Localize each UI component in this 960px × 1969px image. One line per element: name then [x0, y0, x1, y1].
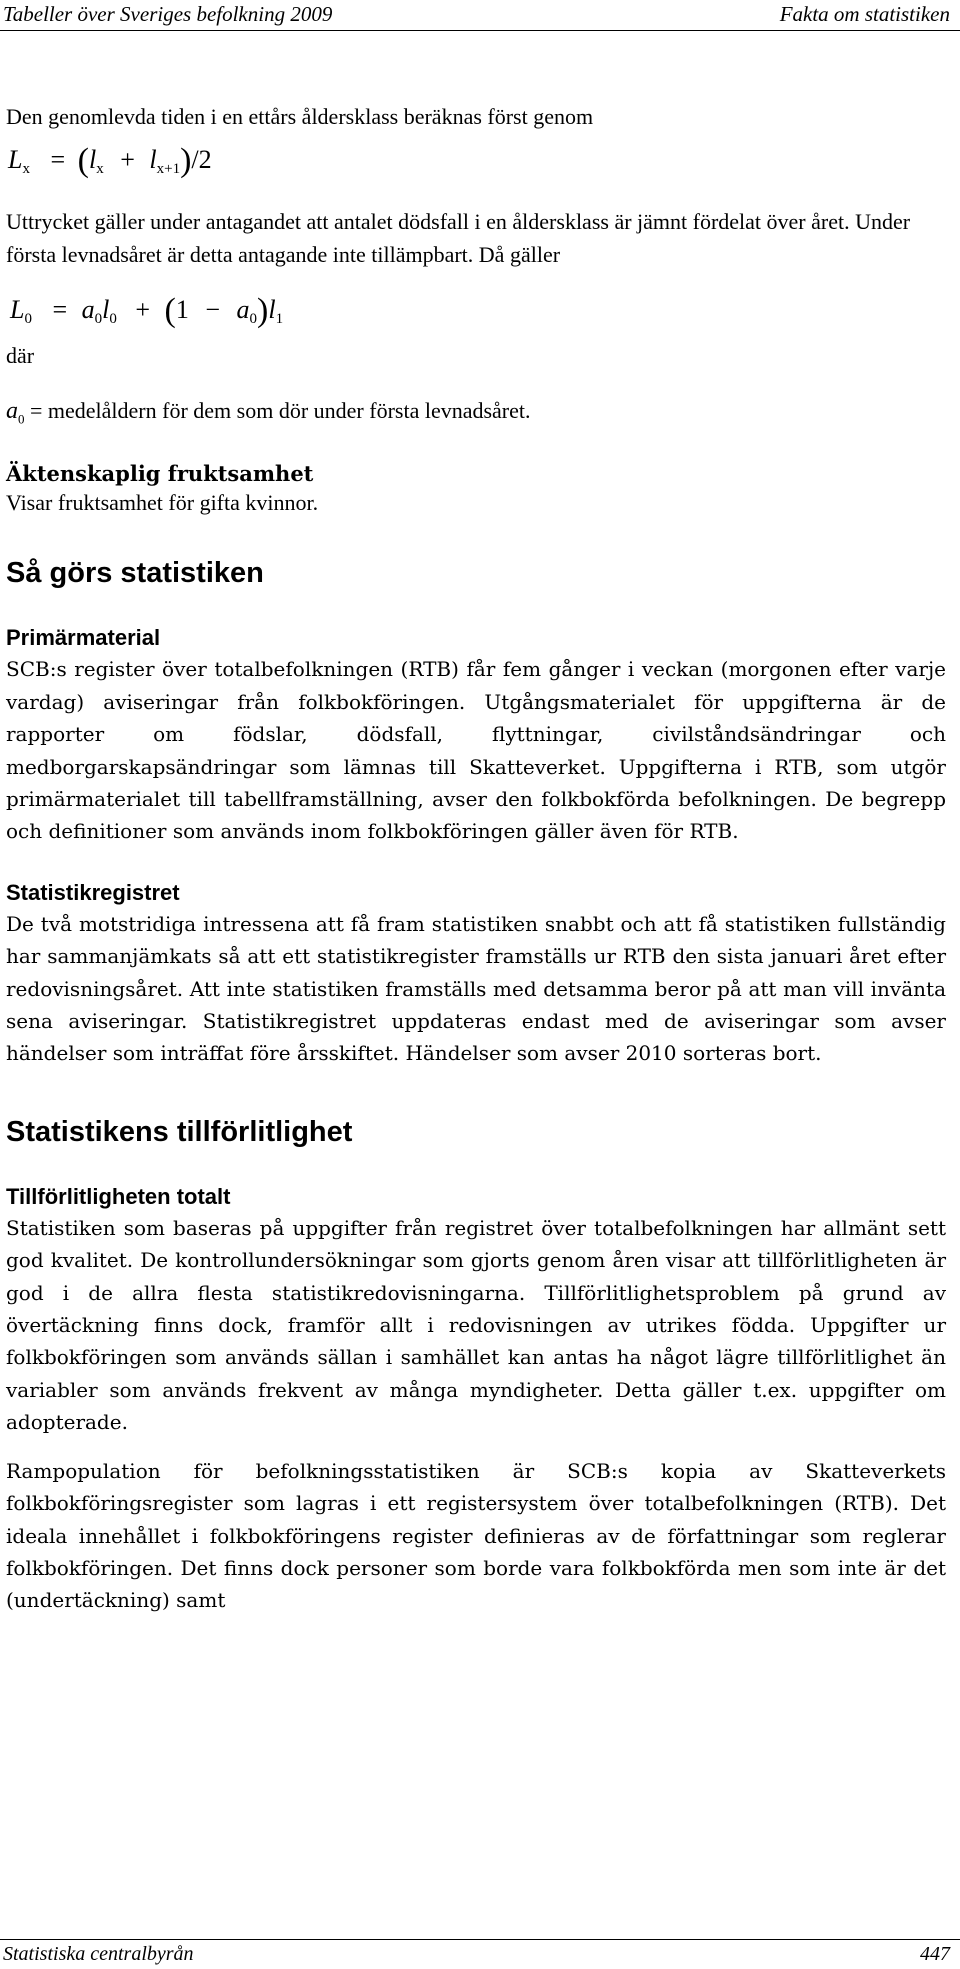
dar-label: där: [6, 343, 35, 368]
formula-l0-sub0: 0: [24, 311, 32, 327]
formula-lx-div: /2: [191, 145, 212, 174]
formula-l0-lparen: (: [164, 292, 176, 329]
formula-lx-l2: l: [149, 145, 157, 174]
formula-l0-L: L: [10, 295, 25, 324]
header-rule: [0, 30, 960, 31]
a0-sub: 0: [18, 411, 25, 427]
formula-l0-rparen: ): [257, 292, 269, 329]
primary-material-heading: Primärmaterial: [6, 625, 161, 651]
running-footer: [0, 1935, 960, 1969]
formula-lx-eq: =: [50, 145, 66, 174]
page-number: 447: [920, 1943, 950, 1965]
header-publication-title: Tabeller över Sveriges befolkning 2009: [3, 2, 333, 26]
formula-lx-sub-x1: x+1: [156, 161, 181, 177]
formula-l0-one: 1: [175, 295, 189, 324]
formula-l0-a2: a: [236, 295, 250, 324]
formula-lx: [6, 137, 946, 185]
a0-symbol: a: [6, 398, 18, 424]
formula-l0-l-sub: 0: [109, 311, 117, 327]
formula-lx-lparen: (: [77, 142, 89, 179]
total-reliability-text: Statistiken som baseras på uppgifter från registret över totalbefolkningen har allmänt sett god kvalitet. De kontrollundersökningar som gjorts genom åren visar att tillförlitligheten är god i de allra flesta statistikredovisningarna. Tillförlitlighetsproblem på grund av övertäckning finns dock, framför allt i redovisningen av utrikes födda. Uppgifter ur folkbokföringen som används sällan i samhället kan antas ha något lägre tillförlitlighet än variabler som används frekvent av många myndigheter. Detta gäller t.ex. uppgifter om adopterade.: [6, 1215, 946, 1435]
formula-l0-l1-sub: 1: [275, 311, 284, 327]
formula-lx-plus: +: [120, 145, 135, 174]
formula-l0-a: a: [81, 295, 95, 324]
reliability-heading: Statistikens tillförlitlighet: [6, 1115, 353, 1148]
frame-population-text: Rampopulation för befolkningsstatistiken är SCB:s kopia av Skatteverkets folkbokföringsregister som lagras i ett registersystem över totalbefolkningen (RTB). Det ideala innehållet i folkbokföringens register definieras av de författningar som reglerar folkbokföringen. Det finns dock personer som borde vara folkbokförda men som inte är det (undertäckning) samt: [6, 1458, 946, 1613]
formula-l0-l: l: [102, 295, 110, 324]
formula-l0-a-sub: 0: [94, 311, 103, 327]
intro-paragraph: Uttrycket gäller under antagandet att antalet dödsfall i en åldersklass är jämnt fördelat över året. Under första levnadsåret är detta antagande inte tillämpbart. Då gäller: [6, 209, 911, 267]
a0-text: = medelåldern för dem som dör under första levnadsåret.: [30, 398, 531, 423]
statistics-register-heading: Statistikregistret: [6, 879, 180, 905]
footer-rule: [0, 1939, 960, 1940]
footer-publisher: Statistiska centralbyrån: [3, 1943, 194, 1965]
statistics-register-text: De två motstridiga intressena att få fram statistiken snabbt och att få statistiken fullständig har sammanjämkats så att ett statistikregister framställs ur RTB den sista januari året efter redovisningsåret. Att inte statistiken framställs med detsamma beror på att man vill invänta sena aviseringar. Statistikregistret uppdateras endast med de aviseringar som avser händelser som inträffat före årsskiftet. Händelser som avser 2010 sorteras bort.: [6, 911, 946, 1066]
method-heading: Så görs statistiken: [6, 557, 264, 590]
formula-lx-L: L: [8, 145, 23, 174]
primary-material-body: [6, 653, 946, 847]
running-header: [0, 0, 960, 34]
formula-l0-a2-sub: 0: [249, 311, 258, 327]
primary-material-text: SCB:s register över totalbefolkningen (RTB) får fem gånger i veckan (morgonen efter varje vardag) aviseringar från folkbokföringen. Utgångsmaterialet för uppgifterna är de rapporter om födslar, dödsfall, flyttningar, civilståndsändringar och medborgarskapsändringar som lämnas till Skatteverket. Uppgifterna i RTB, som utgör primärmaterialet till tabellframställning, avser den folkbokförda befolkningen. De begrepp och definitioner som används inom folkbokföringen gäller även för RTB.: [6, 657, 946, 844]
formula-l0-plus: +: [135, 295, 151, 324]
total-reliability-heading: Tillförlitligheten totalt: [6, 1183, 231, 1209]
formula-l0: [6, 283, 946, 335]
formula-l0-l1: l: [268, 295, 276, 324]
a0-definition: [6, 394, 946, 435]
formula-l0-minus: −: [205, 295, 221, 324]
intro-line: Den genomlevda tiden i en ettårs åldersklass beräknas först genom: [6, 104, 594, 129]
formula-lx-rparen: ): [180, 142, 192, 179]
total-reliability-body: [6, 1212, 946, 1617]
marital-fertility-text: Visar fruktsamhet för gifta kvinnor.: [6, 490, 319, 516]
formula-l0-eq: =: [52, 295, 68, 324]
marital-fertility-heading: Äktenskaplig fruktsamhet: [6, 461, 314, 487]
formula-lx-l1: l: [88, 145, 97, 174]
statistics-register-body: [6, 908, 946, 1070]
formula-lx-sub-x2: x: [96, 161, 104, 177]
formula-lx-sub-x: x: [22, 161, 30, 177]
page-content: [6, 100, 946, 1617]
header-section-title: Fakta om statistiken: [779, 2, 950, 26]
